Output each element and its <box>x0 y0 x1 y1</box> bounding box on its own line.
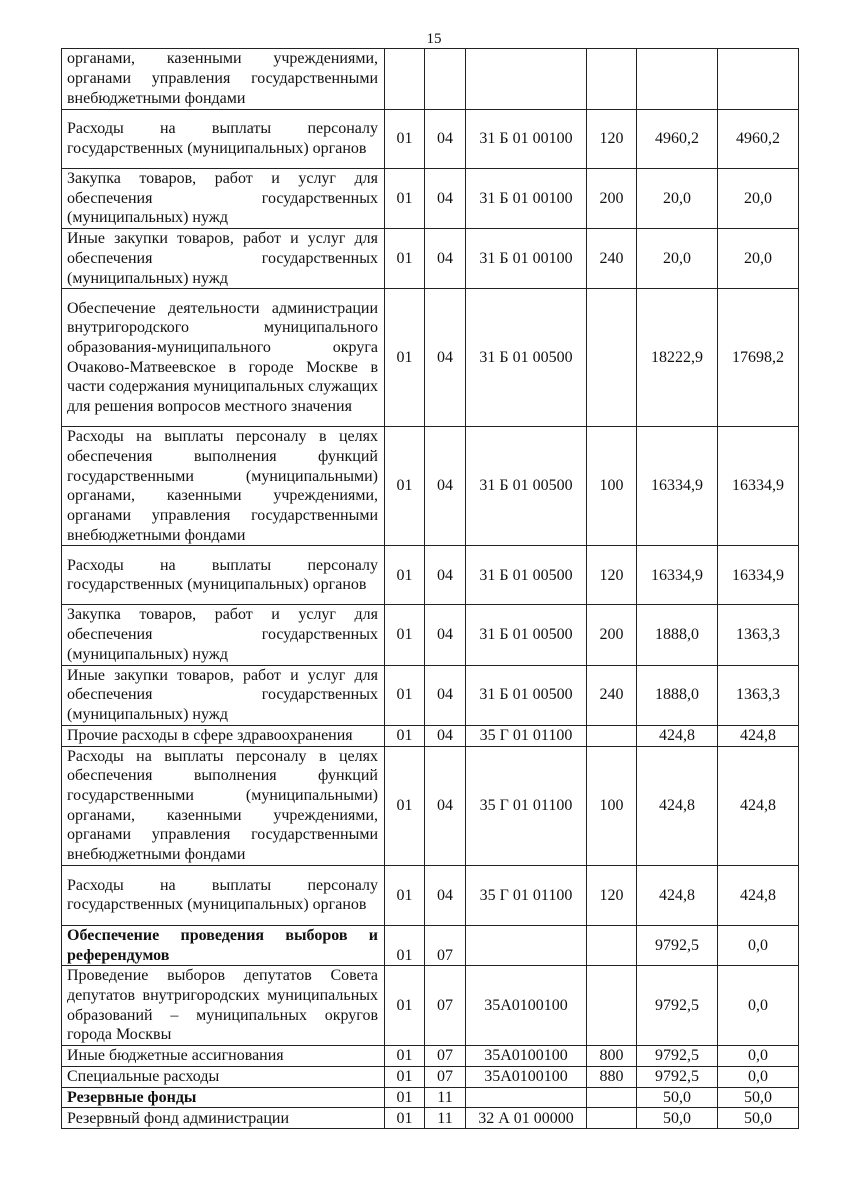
amount-year-2: 50,0 <box>718 1087 799 1108</box>
row-name: Расходы на выплаты персоналу в целях обеспечения выполнения функций государственными (муниципальными) органами, казенными учреждениями, органами управления государственными внебюджетными фондами <box>62 746 385 865</box>
row-name: Иные закупки товаров, работ и услуг для обеспечения государственных (муниципальных) нужд <box>62 665 385 725</box>
row-name: Резервный фонд администрации <box>62 1108 385 1129</box>
target-article-code: 31 Б 01 00500 <box>466 605 587 665</box>
expense-type-code <box>587 49 637 110</box>
subsection-code: 04 <box>425 110 466 169</box>
target-article-code: 31 Б 01 00500 <box>466 427 587 546</box>
amount-year-2: 16334,9 <box>718 427 799 546</box>
table-row <box>62 966 799 1046</box>
row-name: Расходы на выплаты персоналу государственных (муниципальных) органов <box>62 865 385 925</box>
section-code: 01 <box>385 1108 425 1129</box>
table-row <box>62 746 799 865</box>
expense-type-code <box>587 289 637 427</box>
table-row <box>62 925 799 965</box>
subsection-code: 04 <box>425 427 466 546</box>
row-name: Прочие расходы в сфере здравоохранения <box>62 725 385 746</box>
amount-year-1: 18222,9 <box>637 289 718 427</box>
subsection-code: 07 <box>425 1066 466 1087</box>
budget-table <box>61 48 799 1129</box>
table-row <box>62 605 799 665</box>
section-code: 01 <box>385 1087 425 1108</box>
target-article-code: 35А0100100 <box>466 1046 587 1067</box>
subsection-code <box>425 49 466 110</box>
row-name: Обеспечение проведения выборов и референдумов <box>62 925 385 965</box>
table-row <box>62 229 799 289</box>
target-article-code: 31 Б 01 00100 <box>466 169 587 229</box>
table-row <box>62 725 799 746</box>
amount-year-1: 1888,0 <box>637 665 718 725</box>
section-code: 01 <box>385 746 425 865</box>
row-name: Обеспечение деятельности администрации внутригородского муниципального образования-муниципального округа Очаково-Матвеевское в городе Москве в части содержания муниципальных служащих для решения вопросов местного значения <box>62 289 385 427</box>
amount-year-1: 9792,5 <box>637 966 718 1046</box>
amount-year-2: 424,8 <box>718 746 799 865</box>
row-name: Специальные расходы <box>62 1066 385 1087</box>
amount-year-2 <box>718 49 799 110</box>
target-article-code: 35А0100100 <box>466 966 587 1046</box>
subsection-code: 04 <box>425 605 466 665</box>
row-name: Закупка товаров, работ и услуг для обеспечения государственных (муниципальных) нужд <box>62 169 385 229</box>
subsection-code: 04 <box>425 169 466 229</box>
amount-year-2: 20,0 <box>718 169 799 229</box>
amount-year-2: 0,0 <box>718 1046 799 1067</box>
target-article-code: 31 Б 01 00500 <box>466 546 587 605</box>
section-code: 01 <box>385 169 425 229</box>
target-article-code: 31 Б 01 00100 <box>466 110 587 169</box>
section-code: 01 <box>385 966 425 1046</box>
row-name: Закупка товаров, работ и услуг для обеспечения государственных (муниципальных) нужд <box>62 605 385 665</box>
section-code: 01 <box>385 865 425 925</box>
amount-year-2: 17698,2 <box>718 289 799 427</box>
expense-type-code <box>587 966 637 1046</box>
row-name: Расходы на выплаты персоналу государственных (муниципальных) органов <box>62 546 385 605</box>
expense-type-code <box>587 725 637 746</box>
subsection-code: 11 <box>425 1087 466 1108</box>
subsection-code: 07 <box>425 925 466 965</box>
table-row <box>62 427 799 546</box>
subsection-code: 04 <box>425 725 466 746</box>
target-article-code: 35 Г 01 01100 <box>466 865 587 925</box>
subsection-code: 07 <box>425 1046 466 1067</box>
target-article-code: 31 Б 01 00500 <box>466 665 587 725</box>
section-code <box>385 49 425 110</box>
amount-year-1: 424,8 <box>637 725 718 746</box>
amount-year-1: 20,0 <box>637 169 718 229</box>
section-code: 01 <box>385 110 425 169</box>
subsection-code: 04 <box>425 665 466 725</box>
row-name: Проведение выборов депутатов Совета депутатов внутригородских муниципальных образований – муниципальных округов города Москвы <box>62 966 385 1046</box>
amount-year-1: 50,0 <box>637 1087 718 1108</box>
amount-year-1: 424,8 <box>637 865 718 925</box>
section-code: 01 <box>385 605 425 665</box>
section-code: 01 <box>385 725 425 746</box>
amount-year-1 <box>637 49 718 110</box>
amount-year-1: 50,0 <box>637 1108 718 1129</box>
expense-type-code: 120 <box>587 110 637 169</box>
target-article-code: 31 Б 01 00500 <box>466 289 587 427</box>
section-code: 01 <box>385 1066 425 1087</box>
target-article-code <box>466 925 587 965</box>
page-number: 15 <box>426 31 442 47</box>
amount-year-2: 0,0 <box>718 925 799 965</box>
expense-type-code <box>587 925 637 965</box>
amount-year-2: 50,0 <box>718 1108 799 1129</box>
section-code: 01 <box>385 427 425 546</box>
amount-year-1: 16334,9 <box>637 546 718 605</box>
section-code: 01 <box>385 1046 425 1067</box>
amount-year-2: 1363,3 <box>718 665 799 725</box>
amount-year-1: 9792,5 <box>637 1066 718 1087</box>
table-row <box>62 110 799 169</box>
expense-type-code: 200 <box>587 169 637 229</box>
table-row <box>62 1046 799 1067</box>
expense-type-code: 880 <box>587 1066 637 1087</box>
section-code: 01 <box>385 289 425 427</box>
target-article-code <box>466 1087 587 1108</box>
section-code: 01 <box>385 665 425 725</box>
amount-year-2: 20,0 <box>718 229 799 289</box>
row-name: Расходы на выплаты персоналу в целях обеспечения выполнения функций государственными (муниципальными) органами, казенными учреждениями, органами управления государственными внебюджетными фондами <box>62 427 385 546</box>
expense-type-code <box>587 1087 637 1108</box>
target-article-code: 31 Б 01 00100 <box>466 229 587 289</box>
expense-type-code: 200 <box>587 605 637 665</box>
target-article-code <box>466 49 587 110</box>
target-article-code: 35А0100100 <box>466 1066 587 1087</box>
expense-type-code: 100 <box>587 427 637 546</box>
amount-year-2: 424,8 <box>718 865 799 925</box>
row-name: Расходы на выплаты персоналу государственных (муниципальных) органов <box>62 110 385 169</box>
subsection-code: 04 <box>425 546 466 605</box>
section-code: 01 <box>385 925 425 965</box>
amount-year-2: 0,0 <box>718 966 799 1046</box>
amount-year-1: 16334,9 <box>637 427 718 546</box>
subsection-code: 04 <box>425 229 466 289</box>
amount-year-1: 1888,0 <box>637 605 718 665</box>
amount-year-1: 424,8 <box>637 746 718 865</box>
table-row <box>62 289 799 427</box>
expense-type-code: 240 <box>587 229 637 289</box>
amount-year-2: 424,8 <box>718 725 799 746</box>
expense-type-code: 120 <box>587 865 637 925</box>
target-article-code: 35 Г 01 01100 <box>466 746 587 865</box>
table-row <box>62 1108 799 1129</box>
expense-type-code: 120 <box>587 546 637 605</box>
expense-type-code: 240 <box>587 665 637 725</box>
subsection-code: 11 <box>425 1108 466 1129</box>
amount-year-2: 0,0 <box>718 1066 799 1087</box>
target-article-code: 35 Г 01 01100 <box>466 725 587 746</box>
expense-type-code: 100 <box>587 746 637 865</box>
table-row <box>62 546 799 605</box>
amount-year-1: 9792,5 <box>637 925 718 965</box>
table-row <box>62 1087 799 1108</box>
subsection-code: 04 <box>425 746 466 865</box>
expense-type-code <box>587 1108 637 1129</box>
row-name: Иные бюджетные ассигнования <box>62 1046 385 1067</box>
amount-year-1: 20,0 <box>637 229 718 289</box>
row-name: органами, казенными учреждениями, органами управления государственными внебюджетными фондами <box>62 49 385 110</box>
subsection-code: 07 <box>425 966 466 1046</box>
row-name: Резервные фонды <box>62 1087 385 1108</box>
expense-type-code: 800 <box>587 1046 637 1067</box>
table-row <box>62 49 799 110</box>
amount-year-2: 1363,3 <box>718 605 799 665</box>
amount-year-1: 4960,2 <box>637 110 718 169</box>
table-row <box>62 1066 799 1087</box>
section-code: 01 <box>385 546 425 605</box>
target-article-code: 32 А 01 00000 <box>466 1108 587 1129</box>
subsection-code: 04 <box>425 865 466 925</box>
table-row <box>62 169 799 229</box>
row-name: Иные закупки товаров, работ и услуг для обеспечения государственных (муниципальных) нужд <box>62 229 385 289</box>
amount-year-2: 16334,9 <box>718 546 799 605</box>
subsection-code: 04 <box>425 289 466 427</box>
amount-year-2: 4960,2 <box>718 110 799 169</box>
table-row <box>62 665 799 725</box>
amount-year-1: 9792,5 <box>637 1046 718 1067</box>
table-row <box>62 865 799 925</box>
section-code: 01 <box>385 229 425 289</box>
